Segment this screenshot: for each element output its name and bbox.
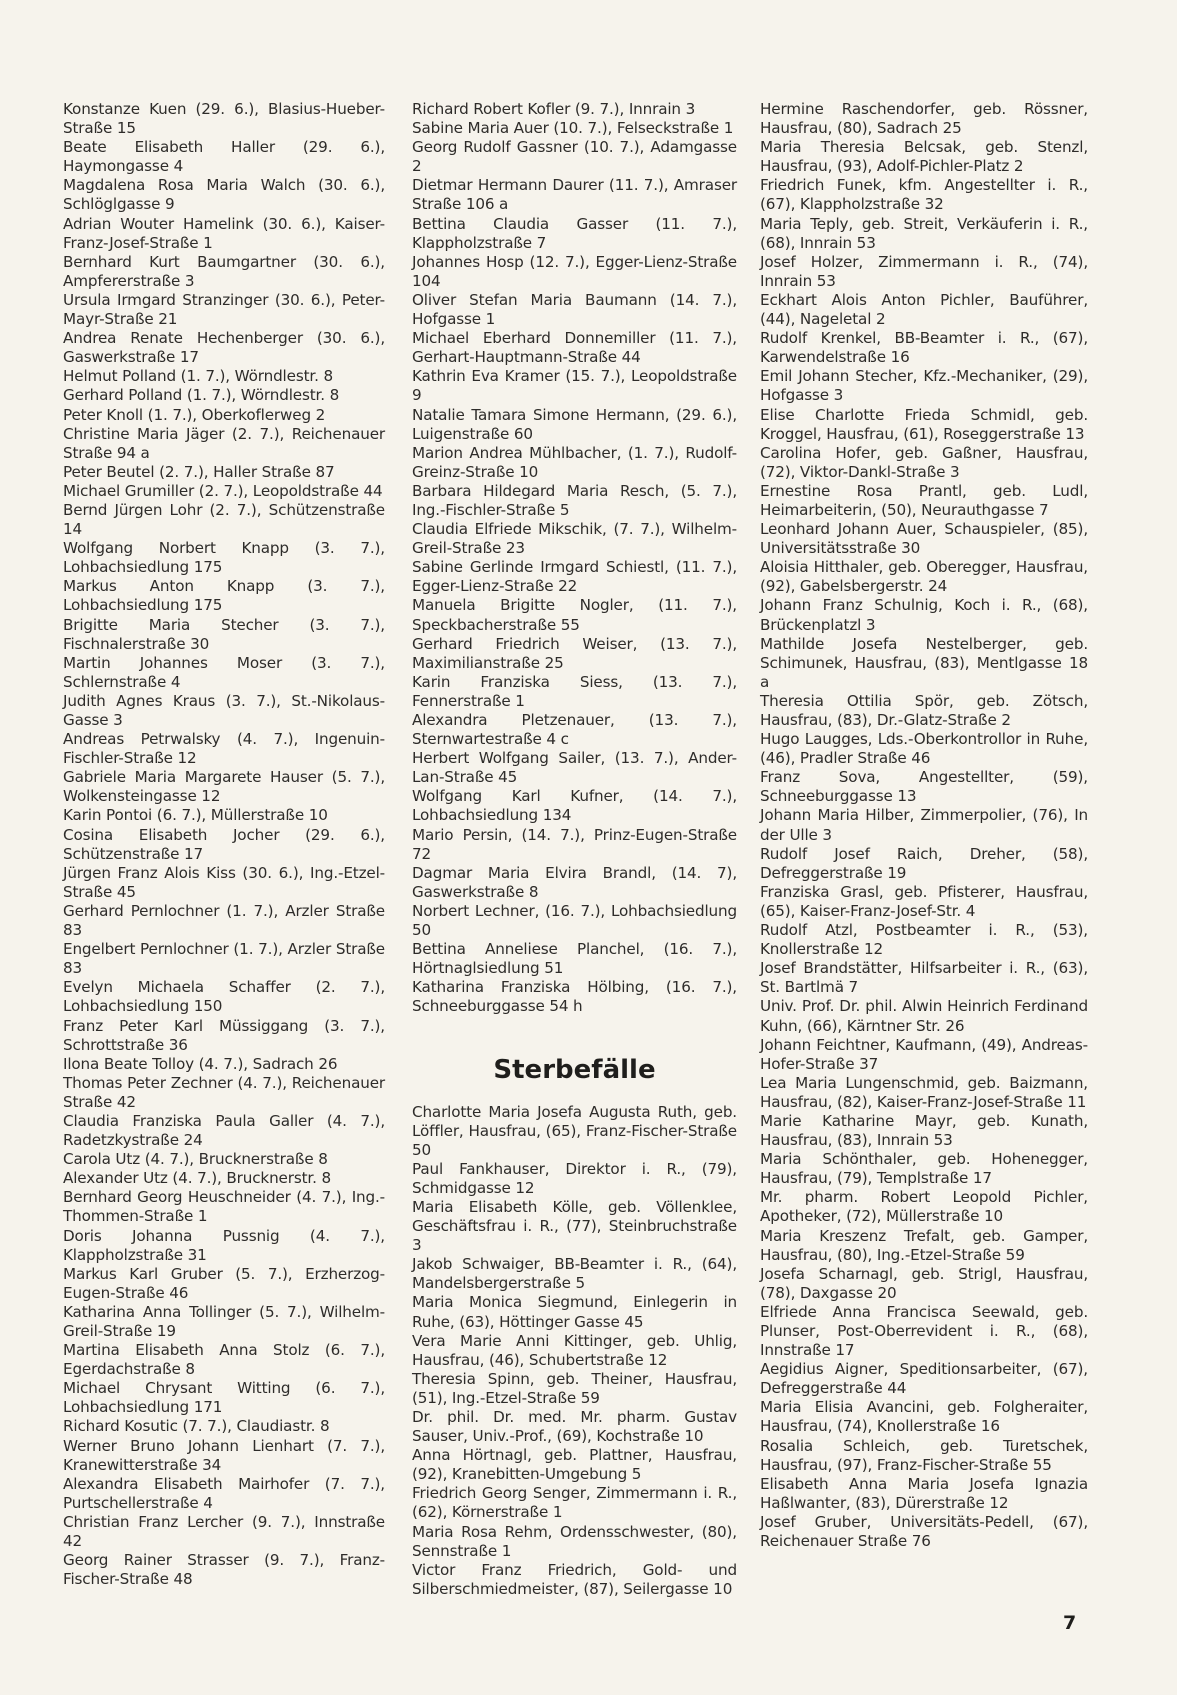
- register-entry: Josef Brandstätter, Hilfsarbeiter i. R., (63), St. Bartlmä 7: [760, 959, 1088, 997]
- register-entry: Werner Bruno Johann Lienhart (7. 7.), Kranewitterstraße 34: [63, 1436, 385, 1474]
- register-entry: Evelyn Michaela Schaffer (2. 7.), Lohbachsiedlung 150: [63, 978, 385, 1016]
- register-entry: Gerhard Pernlochner (1. 7.), Arzler Straße 83: [63, 901, 385, 940]
- register-entry: Georg Rainer Strasser (9. 7.), Franz-Fischer-Straße 48: [63, 1551, 385, 1589]
- register-entry: Ernestine Rosa Prantl, geb. Ludl, Heimarbeiterin, (50), Neurauthgasse 7: [760, 481, 1088, 519]
- register-entry: Judith Agnes Kraus (3. 7.), St.-Nikolaus-Gasse 3: [63, 691, 385, 729]
- register-entry: Mr. pharm. Robert Leopold Pichler, Apotheker, (72), Müllerstraße 10: [760, 1188, 1088, 1226]
- register-entry: Andrea Renate Hechenberger (30. 6.), Gaswerkstraße 17: [63, 329, 385, 367]
- register-entry: Alexandra Pletzenauer, (13. 7.), Sternwartestraße 4 c: [412, 711, 737, 749]
- register-entry: Maria Teply, geb. Streit, Verkäuferin i. R., (68), Innrain 53: [760, 214, 1088, 252]
- register-entry: Natalie Tamara Simone Hermann, (29. 6.), Luigenstraße 60: [412, 405, 737, 443]
- register-entry: Bettina Claudia Gasser (11. 7.), Klappholzstraße 7: [412, 214, 737, 252]
- register-entry: Kathrin Eva Kramer (15. 7.), Leopoldstraße 9: [412, 367, 737, 405]
- register-entry: Bernhard Georg Heuschneider (4. 7.), Ing.-Thommen-Straße 1: [63, 1188, 385, 1226]
- register-entry: Elise Charlotte Frieda Schmidl, geb. Kroggel, Hausfrau, (61), Roseggerstraße 13: [760, 405, 1088, 443]
- register-entry: Wolfgang Karl Kufner, (14. 7.), Lohbachsiedlung 134: [412, 787, 737, 825]
- register-entry: Rudolf Josef Raich, Dreher, (58), Defreggerstraße 19: [760, 844, 1088, 882]
- register-entry: Theresia Ottilia Spör, geb. Zötsch, Hausfrau, (83), Dr.-Glatz-Straße 2: [760, 691, 1088, 729]
- register-entry: Maria Monica Siegmund, Einlegerin in Ruhe, (63), Höttinger Gasse 45: [412, 1293, 737, 1331]
- register-entry: Katharina Anna Tollinger (5. 7.), Wilhelm-Greil-Straße 19: [63, 1302, 385, 1340]
- register-entry: Aloisia Hitthaler, geb. Oberegger, Hausfrau, (92), Gabelsbergerstr. 24: [760, 558, 1088, 596]
- register-entry: Claudia Elfriede Mikschik, (7. 7.), Wilhelm-Greil-Straße 23: [412, 520, 737, 558]
- register-entry: Carola Utz (4. 7.), Brucknerstraße 8: [63, 1150, 328, 1169]
- register-entry: Bernhard Kurt Baumgartner (30. 6.), Ampfererstraße 3: [63, 252, 385, 290]
- register-entry: Univ. Prof. Dr. phil. Alwin Heinrich Ferdinand Kuhn, (66), Kärntner Str. 26: [760, 997, 1088, 1035]
- register-entry: Rosalia Schleich, geb. Turetschek, Hausfrau, (97), Franz-Fischer-Straße 55: [760, 1436, 1088, 1474]
- register-entry: Michael Chrysant Witting (6. 7.), Lohbachsiedlung 171: [63, 1379, 385, 1417]
- register-entry: Richard Kosutic (7. 7.), Claudiastr. 8: [63, 1417, 330, 1436]
- register-entry: Markus Anton Knapp (3. 7.), Lohbachsiedlung 175: [63, 577, 385, 615]
- register-entry: Michael Grumiller (2. 7.), Leopoldstraße 44: [63, 481, 383, 500]
- register-entry: Bettina Anneliese Planchel, (16. 7.), Hörtnaglsiedlung 51: [412, 940, 737, 978]
- register-entry: Sabine Maria Auer (10. 7.), Felseckstraße 1: [412, 119, 734, 138]
- register-entry: Claudia Franziska Paula Galler (4. 7.), Radetzkystraße 24: [63, 1111, 385, 1150]
- register-entry: Helmut Polland (1. 7.), Wörndlestr. 8: [63, 367, 333, 386]
- births-list-continued: [412, 100, 737, 1017]
- register-entry: Christine Maria Jäger (2. 7.), Reichenauer Straße 94 a: [63, 424, 385, 462]
- register-entry: Magdalena Rosa Maria Walch (30. 6.), Schlöglgasse 9: [63, 176, 385, 214]
- register-entry: Emil Johann Stecher, Kfz.-Mechaniker, (29), Hofgasse 3: [760, 367, 1088, 405]
- register-entry: Maria Elisia Avancini, geb. Folgheraiter, Hausfrau, (74), Knollerstraße 16: [760, 1398, 1088, 1436]
- register-entry: Elisabeth Anna Maria Josefa Ignazia Haßlwanter, (83), Dürerstraße 12: [760, 1474, 1088, 1512]
- page-number: 7: [1063, 1612, 1077, 1634]
- register-entry: Cosina Elisabeth Jocher (29. 6.), Schützenstraße 17: [63, 825, 385, 863]
- register-entry: Theresia Spinn, geb. Theiner, Hausfrau, (51), Ing.-Etzel-Straße 59: [412, 1369, 737, 1407]
- register-entry: Jürgen Franz Alois Kiss (30. 6.), Ing.-Etzel-Straße 45: [63, 863, 385, 901]
- register-entry: Friedrich Funek, kfm. Angestellter i. R., (67), Klappholzstraße 32: [760, 176, 1088, 214]
- register-entry: Martina Elisabeth Anna Stolz (6. 7.), Egerdachstraße 8: [63, 1341, 385, 1379]
- register-entry: Engelbert Pernlochner (1. 7.), Arzler Straße 83: [63, 940, 385, 978]
- register-entry: Gerhard Friedrich Weiser, (13. 7.), Maximilianstraße 25: [412, 634, 737, 672]
- register-entry: Richard Robert Kofler (9. 7.), Innrain 3: [412, 100, 696, 118]
- register-entry: Mario Persin, (14. 7.), Prinz-Eugen-Straße 72: [412, 825, 737, 863]
- register-entry: Doris Johanna Pussnig (4. 7.), Klappholzstraße 31: [63, 1226, 385, 1264]
- register-entry: Victor Franz Friedrich, Gold- und Silberschmiedmeister, (87), Seilergasse 10: [412, 1560, 737, 1598]
- register-entry: Carolina Hofer, geb. Gaßner, Hausfrau, (72), Viktor-Dankl-Straße 3: [760, 443, 1088, 481]
- section-heading-deaths: Sterbefälle: [493, 1054, 656, 1085]
- register-entry: Peter Knoll (1. 7.), Oberkoflerweg 2: [63, 405, 326, 424]
- register-entry: Mathilde Josefa Nestelberger, geb. Schimunek, Hausfrau, (83), Mentlgasse 18 a: [760, 634, 1088, 691]
- register-entry: Katharina Franziska Hölbing, (16. 7.), Schneeburggasse 54 h: [412, 978, 737, 1016]
- register-entry: Friedrich Georg Senger, Zimmermann i. R., (62), Körnerstraße 1: [412, 1484, 737, 1522]
- register-entry: Jakob Schwaiger, BB-Beamter i. R., (64), Mandelsbergerstraße 5: [412, 1255, 737, 1293]
- register-entry: Hugo Laugges, Lds.-Oberkontrollor in Ruhe, (46), Pradler Straße 46: [760, 730, 1088, 768]
- register-entry: Hermine Raschendorfer, geb. Rössner, Hausfrau, (80), Sadrach 25: [760, 100, 1088, 138]
- register-entry: Marion Andrea Mühlbacher, (1. 7.), Rudolf-Greinz-Straße 10: [412, 443, 737, 481]
- register-entry: Josefa Scharnagl, geb. Strigl, Hausfrau, (78), Daxgasse 20: [760, 1264, 1088, 1302]
- births-and-deaths-column-2: [412, 100, 737, 1599]
- register-entry: Lea Maria Lungenschmid, geb. Baizmann, Hausfrau, (82), Kaiser-Franz-Josef-Straße 11: [760, 1073, 1088, 1111]
- register-entry: Gabriele Maria Margarete Hauser (5. 7.), Wolkensteingasse 12: [63, 768, 385, 806]
- register-entry: Alexandra Elisabeth Mairhofer (7. 7.), Purtschellerstraße 4: [63, 1474, 385, 1512]
- register-entry: Charlotte Maria Josefa Augusta Ruth, geb. Löffler, Hausfrau, (65), Franz-Fischer-Straße 50: [412, 1102, 737, 1159]
- register-entry: Karin Pontoi (6. 7.), Müllerstraße 10: [63, 806, 328, 825]
- register-entry: Andreas Petrwalsky (4. 7.), Ingenuin-Fischler-Straße 12: [63, 730, 385, 768]
- register-entry: Brigitte Maria Stecher (3. 7.), Fischnalerstraße 30: [63, 615, 385, 653]
- register-entry: Barbara Hildegard Maria Resch, (5. 7.), Ing.-Fischler-Straße 5: [412, 481, 737, 519]
- register-entry: Martin Johannes Moser (3. 7.), Schlernstraße 4: [63, 653, 385, 691]
- register-entry: Dietmar Hermann Daurer (11. 7.), Amraser Straße 106 a: [412, 176, 737, 214]
- register-entry: Franz Peter Karl Müssiggang (3. 7.), Schrottstraße 36: [63, 1016, 385, 1054]
- register-entry: Beate Elisabeth Haller (29. 6.), Haymongasse 4: [63, 138, 385, 176]
- register-entry: Rudolf Krenkel, BB-Beamter i. R., (67), Karwendelstraße 16: [760, 329, 1088, 367]
- register-entry: Leonhard Johann Auer, Schauspieler, (85), Universitätsstraße 30: [760, 520, 1088, 558]
- register-entry: Maria Rosa Rehm, Ordensschwester, (80), Sennstraße 1: [412, 1522, 737, 1560]
- register-entry: Herbert Wolfgang Sailer, (13. 7.), Ander-Lan-Straße 45: [412, 749, 737, 787]
- register-entry: Markus Karl Gruber (5. 7.), Erzherzog-Eugen-Straße 46: [63, 1264, 385, 1302]
- births-column-1: [63, 100, 385, 1589]
- register-entry: Johann Franz Schulnig, Koch i. R., (68), Brückenplatzl 3: [760, 596, 1088, 634]
- register-entry: Karin Franziska Siess, (13. 7.), Fennerstraße 1: [412, 672, 737, 710]
- register-entry: Vera Marie Anni Kittinger, geb. Uhlig, Hausfrau, (46), Schubertstraße 12: [412, 1331, 737, 1369]
- register-entry: Michael Eberhard Donnemiller (11. 7.), Gerhart-Hauptmann-Straße 44: [412, 329, 737, 367]
- register-entry: Josef Holzer, Zimmermann i. R., (74), Innrain 53: [760, 252, 1088, 290]
- register-entry: Ursula Irmgard Stranzinger (30. 6.), Peter-Mayr-Straße 21: [63, 290, 385, 329]
- register-entry: Ilona Beate Tolloy (4. 7.), Sadrach 26: [63, 1054, 338, 1073]
- register-entry: Konstanze Kuen (29. 6.), Blasius-Hueber-Straße 15: [63, 100, 385, 138]
- register-entry: Marie Katharine Mayr, geb. Kunath, Hausfrau, (83), Innrain 53: [760, 1111, 1088, 1150]
- register-entry: Johann Maria Hilber, Zimmerpolier, (76), In der Ulle 3: [760, 806, 1088, 844]
- register-entry: Wolfgang Norbert Knapp (3. 7.), Lohbachsiedlung 175: [63, 539, 385, 577]
- register-entry: Franziska Grasl, geb. Pfisterer, Hausfrau, (65), Kaiser-Franz-Josef-Str. 4: [760, 882, 1088, 920]
- register-entry: Adrian Wouter Hamelink (30. 6.), Kaiser-Franz-Josef-Straße 1: [63, 214, 385, 252]
- register-entry: Gerhard Polland (1. 7.), Wörndlestr. 8: [63, 386, 340, 405]
- register-entry: Johannes Hosp (12. 7.), Egger-Lienz-Straße 104: [412, 252, 737, 290]
- register-entry: Thomas Peter Zechner (4. 7.), Reichenauer Straße 42: [63, 1073, 385, 1111]
- register-entry: Dr. phil. Dr. med. Mr. pharm. Gustav Sauser, Univ.-Prof., (69), Kochstraße 10: [412, 1408, 737, 1446]
- register-entry: Anna Hörtnagl, geb. Plattner, Hausfrau, (92), Kranebitten-Umgebung 5: [412, 1446, 737, 1484]
- register-entry: Peter Beutel (2. 7.), Haller Straße 87: [63, 462, 335, 481]
- register-entry: Georg Rudolf Gassner (10. 7.), Adamgasse 2: [412, 138, 737, 176]
- register-entry: Maria Kreszenz Trefalt, geb. Gamper, Hausfrau, (80), Ing.-Etzel-Straße 59: [760, 1226, 1088, 1264]
- register-entry: Paul Fankhauser, Direktor i. R., (79), Schmidgasse 12: [412, 1159, 737, 1197]
- register-entry: Rudolf Atzl, Postbeamter i. R., (53), Knollerstraße 12: [760, 921, 1088, 959]
- register-entry: Johann Feichtner, Kaufmann, (49), Andreas-Hofer-Straße 37: [760, 1035, 1088, 1073]
- register-entry: Aegidius Aigner, Speditionsarbeiter, (67), Defreggerstraße 44: [760, 1360, 1088, 1398]
- register-entry: Christian Franz Lercher (9. 7.), Innstraße 42: [63, 1512, 385, 1551]
- register-entry: Eckhart Alois Anton Pichler, Bauführer, (44), Nageletal 2: [760, 290, 1088, 329]
- register-entry: Manuela Brigitte Nogler, (11. 7.), Speckbacherstraße 55: [412, 596, 737, 634]
- register-entry: Maria Schönthaler, geb. Hohenegger, Hausfrau, (79), Templstraße 17: [760, 1150, 1088, 1188]
- deaths-column-3: [760, 100, 1088, 1551]
- register-entry: Dagmar Maria Elvira Brandl, (14. 7), Gaswerkstraße 8: [412, 863, 737, 901]
- register-entry: Alexander Utz (4. 7.), Brucknerstr. 8: [63, 1169, 331, 1188]
- register-entry: Sabine Gerlinde Irmgard Schiestl, (11. 7.), Egger-Lienz-Straße 22: [412, 558, 737, 596]
- register-entry: Bernd Jürgen Lohr (2. 7.), Schützenstraße 14: [63, 500, 385, 539]
- register-entry: Maria Theresia Belcsak, geb. Stenzl, Hausfrau, (93), Adolf-Pichler-Platz 2: [760, 138, 1088, 176]
- register-entry: Maria Elisabeth Kölle, geb. Völlenklee, Geschäftsfrau i. R., (77), Steinbruchstraße 3: [412, 1197, 737, 1255]
- register-entry: Elfriede Anna Francisca Seewald, geb. Plunser, Post-Oberrevident i. R., (68), Innstraße 17: [760, 1302, 1088, 1360]
- register-entry: Franz Sova, Angestellter, (59), Schneeburggasse 13: [760, 768, 1088, 806]
- register-entry: Oliver Stefan Maria Baumann (14. 7.), Hofgasse 1: [412, 290, 737, 329]
- register-entry: Josef Gruber, Universitäts-Pedell, (67), Reichenauer Straße 76: [760, 1512, 1088, 1551]
- deaths-list: [412, 1103, 737, 1599]
- register-entry: Norbert Lechner, (16. 7.), Lohbachsiedlung 50: [412, 901, 737, 940]
